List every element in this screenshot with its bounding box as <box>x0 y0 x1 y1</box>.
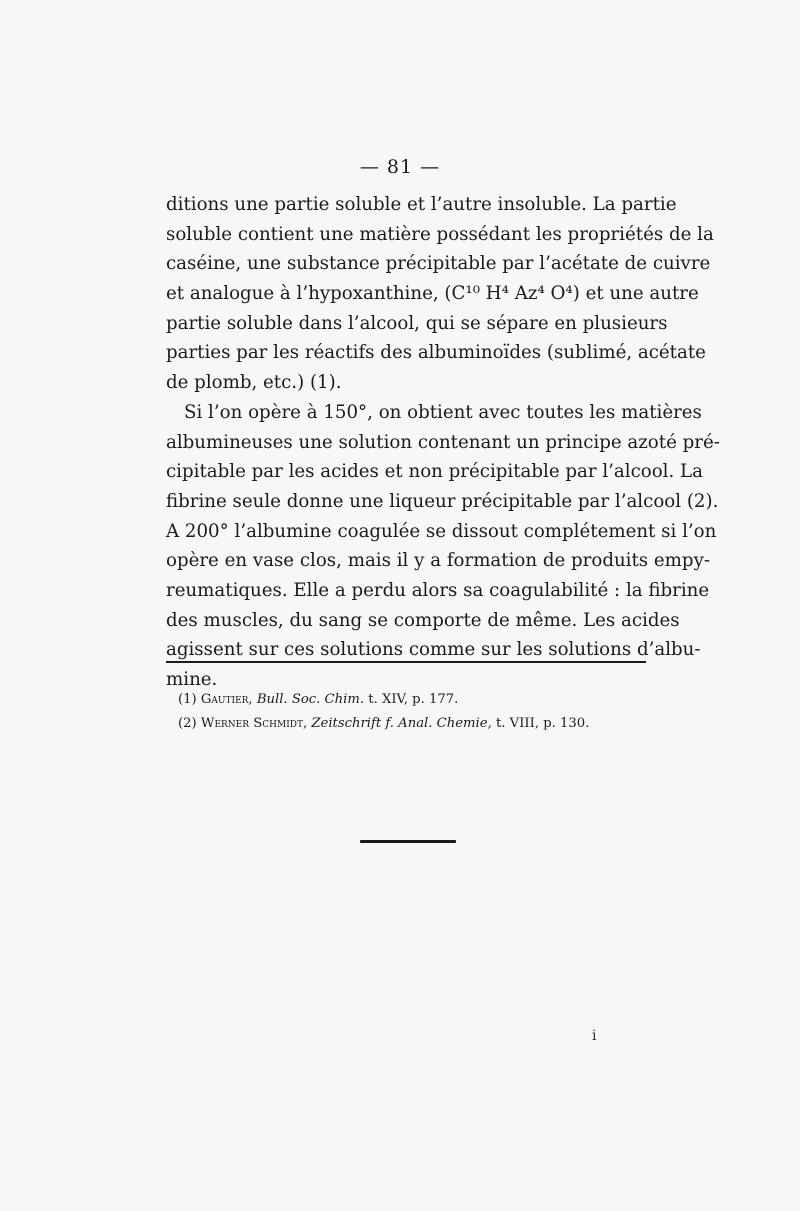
footnotes <box>178 688 658 736</box>
body-text <box>166 190 720 695</box>
footnote-rule <box>166 661 646 663</box>
footnote-details: t. VIII, p. 130. <box>495 716 590 731</box>
margin-mark: i <box>592 1028 597 1044</box>
text-line: cipitable par les acides et non précipitable par l’alcool. La <box>166 461 703 483</box>
footnote-details: t. XIV, p. 177. <box>368 692 459 707</box>
text-line: ditions une partie soluble et l’autre insoluble. La partie <box>166 194 677 215</box>
footnote-marker: (2) <box>178 716 197 731</box>
text-line: reumatiques. Elle a perdu alors sa coagulabilité : la fibrine <box>166 579 710 601</box>
footnote <box>178 688 658 712</box>
text-line: soluble contient une matière possédant les propriétés de la <box>166 223 714 245</box>
footnote-marker: (1) <box>178 692 197 707</box>
page-number: — 81 — <box>359 156 441 178</box>
text-line: A 200° l’albumine coagulée se dissout complétement si l’on <box>166 520 717 542</box>
footnote <box>178 712 658 736</box>
text-line: et analogue à l’hypoxanthine, (C¹⁰ H⁴ Az⁴ O⁴) et une autre <box>166 283 699 305</box>
text-line: de plomb, etc.) (1). <box>166 372 342 394</box>
ornament-rule <box>360 840 456 843</box>
footnote-source: Bull. Soc. Chim. <box>256 692 365 707</box>
text-line: Si l’on opère à 150°, on obtient avec toutes les matières <box>184 401 702 423</box>
footnote-source: Zeitschrift f. Anal. Chemie, <box>311 716 492 731</box>
text-line: parties par les réactifs des albuminoïdes (sublimé, acétate <box>166 342 706 364</box>
footnote-author: Werner Schmidt, <box>200 716 308 731</box>
text-line: agissent sur ces solutions comme sur les solutions d’albu- <box>166 639 701 661</box>
text-line: des muscles, du sang se comporte de même. Les acides <box>166 609 680 631</box>
footnote-author: Gautier, <box>200 692 253 707</box>
text-line: opère en vase clos, mais il y a formation de produits empy- <box>166 550 710 572</box>
text-line: partie soluble dans l’alcool, qui se sépare en plusieurs <box>166 312 668 334</box>
text-line: fibrine seule donne une liqueur précipitable par l’alcool (2). <box>166 490 719 512</box>
text-line: albumineuses une solution contenant un principe azoté pré- <box>166 431 720 453</box>
text-line: mine. <box>166 669 218 690</box>
text-line: caséine, une substance précipitable par l’acétate de cuivre <box>166 253 711 275</box>
